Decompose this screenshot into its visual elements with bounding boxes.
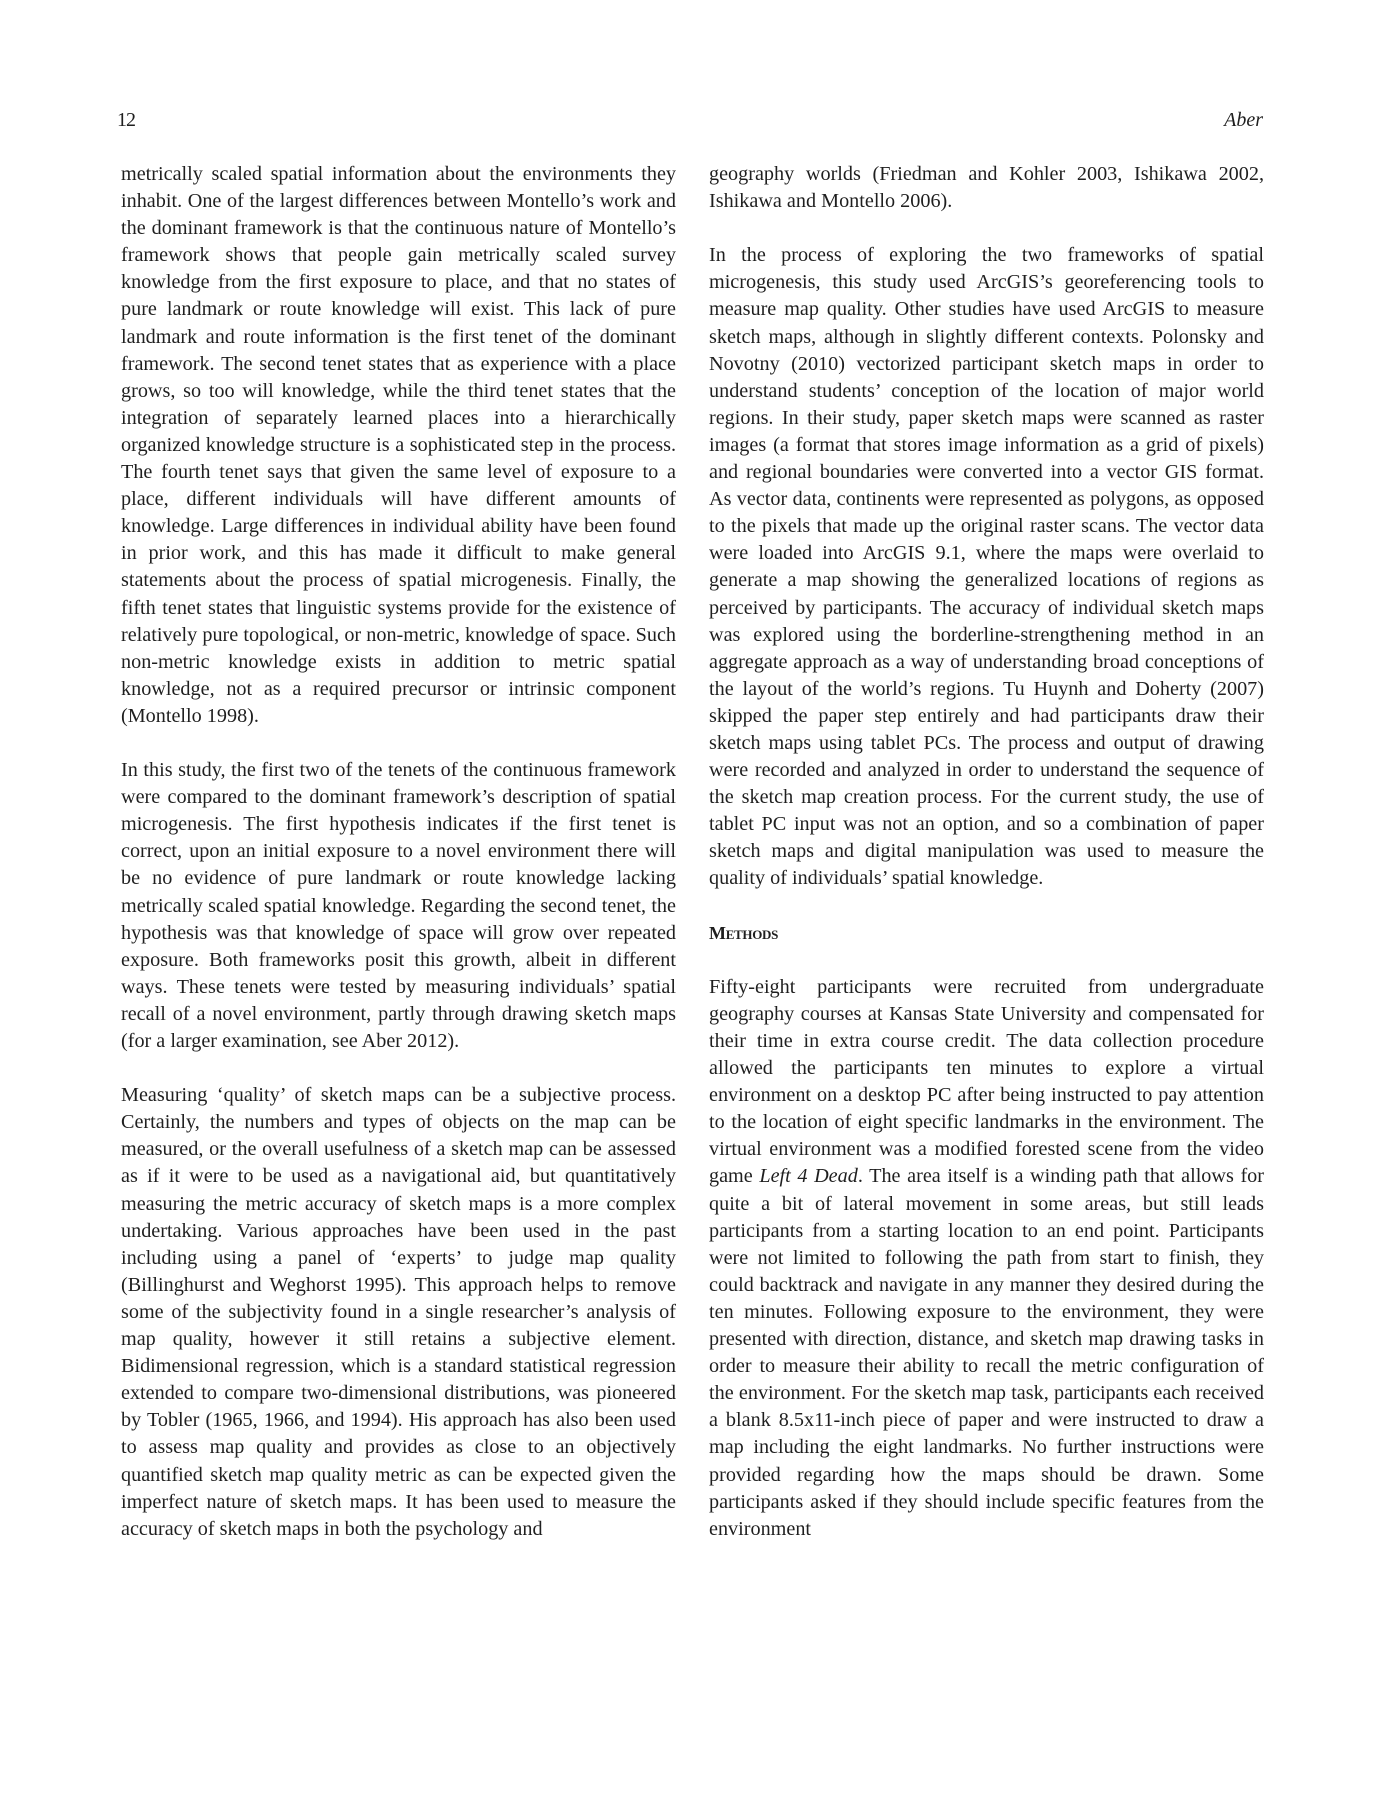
methods-text-part-1: Fifty-eight participants were recruited from undergraduate geography courses at Kansas State University and compensated for their time in extra course credit. The data collection procedure allowed the participants ten minutes to explore a virtual environment on a desktop PC after being instructed to pay attention to the location of eight specific landmarks in the environment. The virtual environment was a modified forested scene from the video game bbox=[709, 975, 1264, 1188]
game-title: Left 4 Dead bbox=[759, 1165, 858, 1188]
paragraph-hypotheses: In this study, the first two of the tenets of the continuous framework were compared to the dominant framework’s description of spatial microgenesis. The first hypothesis indicates if the first tenet is correct, upon an initial exposure to a novel environment there will be no evidence of pure landmark or route knowledge lacking metrically scaled spatial knowledge. Regarding the second tenet, the hypothesis was that knowledge of space will grow over repeated exposure. Both frameworks posit this growth, albeit in different ways. These tenets were tested by measuring individuals’ spatial recall of a novel environment, partly through drawing sketch maps (for a larger examination, see Aber 2012). bbox=[121, 759, 676, 1052]
page-number: 12 bbox=[117, 109, 135, 131]
paragraph-arcgis: In the process of exploring the two frameworks of spatial microgenesis, this study used ArcGIS’s georeferencing tools to measure map quality. Other studies have used ArcGIS to measure sketch maps, although in slightly different contexts. Polonsky and Novotny (2010) vectorized participant sketch maps in order to understand students’ conception of the location of major world regions. In their study, paper sketch maps were scanned as raster images (a format that stores image information as a grid of pixels) and regional boundaries were converted into a vector GIS format. As vector data, continents were represented as polygons, as opposed to the pixels that made up the original raster scans. The vector data were loaded into ArcGIS 9.1, where the maps were overlaid to generate a map showing the generalized locations of regions as perceived by participants. The accuracy of individual sketch maps was explored using the borderline-strengthening method in an aggregate approach as a way of understanding broad conceptions of the layout of the world’s regions. Tu Huynh and Doherty (2007) skipped the paper step entirely and had participants draw their sketch maps using tablet PCs. The process and output of drawing were recorded and analyzed in order to understand the sequence of the sketch map creation process. For the current study, the use of tablet PC input was not an option, and so a combination of paper sketch maps and digital manipulation was used to measure the quality of individuals’ spatial knowledge. bbox=[709, 244, 1264, 890]
right-column bbox=[709, 161, 1264, 1543]
left-column bbox=[121, 161, 676, 1543]
paragraph-methods bbox=[709, 974, 1264, 1543]
paragraph-measuring-quality: Measuring ‘quality’ of sketch maps can be a subjective process. Certainly, the numbers and types of objects on the map can be measured, or the overall usefulness of a sketch map can be assessed as if it were to be used as a navigational aid, but quantitatively measuring the metric accuracy of sketch maps is a more complex undertaking. Various approaches have been used in the past including using a panel of ‘experts’ to judge map quality (Billinghurst and Weghorst 1995). This approach helps to remove some of the subjectivity found in a single researcher’s analysis of map quality, however it still retains a subjective element. Bidimensional regression, which is a standard statistical regression extended to compare two-dimensional distributions, was pioneered by Tobler (1965, 1966, and 1994). His approach has also been used to assess map quality and provides as close to an objectively quantified sketch map quality metric as can be expected given the imperfect nature of sketch maps. It has been used to measure the accuracy of sketch maps in both the psychology and bbox=[121, 1084, 676, 1540]
running-author: Aber bbox=[1224, 109, 1263, 131]
paragraph-tenets: metrically scaled spatial information about the environments they inhabit. One of the largest differences between Montello’s work and the dominant framework is that the continuous nature of Montello’s framework shows that people gain metrically scaled survey knowledge from the first exposure to place, and that no states of pure landmark or route knowledge will exist. This lack of pure landmark and route information is the first tenet of the dominant framework. The second tenet states that as experience with a place grows, so too will knowledge, while the third tenet states that the integration of separately learned places into a hierarchically organized knowledge structure is a sophisticated step in the process. The fourth tenet says that given the same level of exposure to a place, different individuals will have different amounts of knowledge. Large differences in individual ability have been found in prior work, and this has made it difficult to make general statements about the process of spatial microgenesis. Finally, the fifth tenet states that linguistic systems provide for the existence of relatively pure topological, or non-metric, knowledge of space. Such non-metric knowledge exists in addition to metric spatial knowledge, not as a required precursor or intrinsic component (Montello 1998). bbox=[121, 163, 676, 727]
paragraph-continuation: geography worlds (Friedman and Kohler 2003, Ishikawa 2002, Ishikawa and Montello 2006). bbox=[709, 163, 1264, 213]
methods-text-part-2: . The area itself is a winding path that allows for quite a bit of lateral movement in some areas, but still leads participants from a starting location to an end point. Participants were not limited to following the path from start to finish, they could backtrack and navigate in any manner they desired during the ten minutes. Following exposure to the environment, they were presented with direction, distance, and sketch map drawing tasks in order to measure their ability to recall the metric configuration of the environment. For the sketch map task, participants each received a blank 8.5x11-inch piece of paper and were instructed to draw a map including the eight landmarks. No further instructions were provided regarding how the maps should be drawn. Some participants asked if they should include specific features from the environment bbox=[709, 1165, 1264, 1540]
section-heading-methods: Methods bbox=[709, 922, 779, 943]
